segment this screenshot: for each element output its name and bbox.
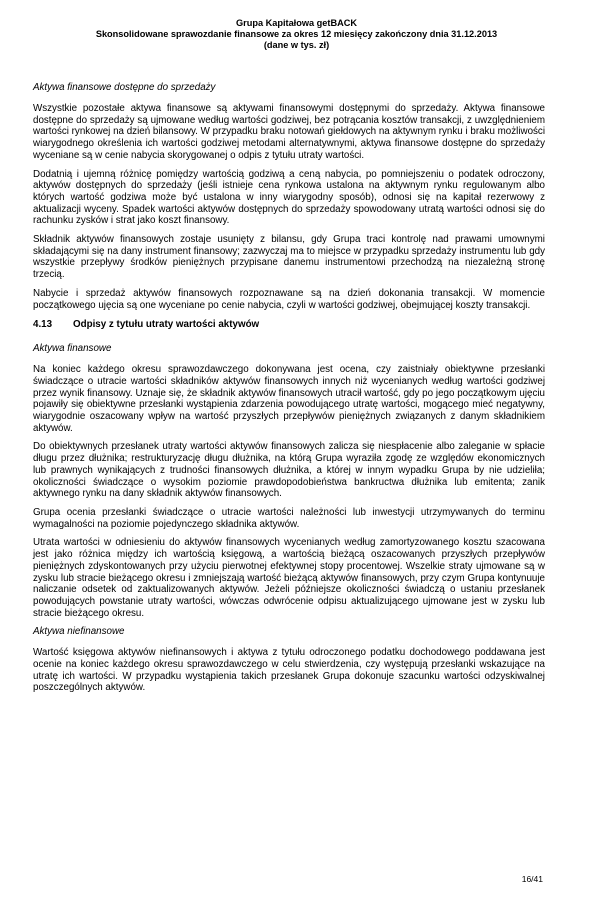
section-number: 4.13 xyxy=(33,319,53,331)
page-header xyxy=(0,18,593,51)
paragraph: Nabycie i sprzedaż aktywów finansowych rozpoznawane są na dzień dokonania transakcji. W momencie początkowego ujęcia są one wyceniane po cenie nabycia, czyli w wartości godziwej, obejmującej koszty transakcji. xyxy=(33,287,545,311)
paragraph: Do obiektywnych przesłanek utraty wartości aktywów finansowych zalicza się niespłacenie albo zaleganie w spłacie długu przez dłużnika; restrukturyzację długu dłużnika, na którą Grupa wyraziła zgodę ze względów ekonomicznych lub prawnych wynikających z trudności finansowych dłużnika, a której w innym wypadku Grupa by nie udzieliła; okoliczności świadczące o wysokim poziomie prawdopodobieństwa bankructwa dłużnika lub emitenta; zanik aktywnego rynku na dany składnik aktywów finansowych. xyxy=(33,441,545,500)
section-heading xyxy=(33,319,545,331)
paragraph: Na koniec każdego okresu sprawozdawczego dokonywana jest ocena, czy zaistniały obiektywne przesłanki świadczące o utracie wartości składników aktywów finansowych innych niż wycenianych według wartości godziwej przez wynik finansowy. Uznaje się, że składnik aktywów finansowych utracił wartość, gdy po jego początkowym ujęciu pojawiły się obiektywne przesłanki wystąpienia zdarzenia powodującego utratę wartości, mogącego mieć negatywny, wiarygodnie oszacowany wpływ na wartość przyszłych przepływów pieniężnych związanych z danym składnikiem aktywów. xyxy=(33,364,545,434)
paragraph: Dodatnią i ujemną różnicę pomiędzy wartością godziwą a ceną nabycia, po pomniejszeniu o podatek odroczony, aktywów dostępnych do sprzedaży (jeśli istnieje cena rynkowa ustalona na aktywnym rynku regulowanym albo których wartość godziwa może być ustalona w inny wiarygodny sposób), odnosi się na kapitał rezerwowy z aktualizacji wyceny. Spadek wartości aktywów dostępnych do sprzedaży spowodowany utratą wartości odnosi się do rachunku zysków i strat jako koszt finansowy. xyxy=(33,168,545,227)
paragraph: Grupa ocenia przesłanki świadczące o utracie wartości należności lub inwestycji utrzymywanych do terminu wymagalności na poziomie pojedynczego składnika aktywów. xyxy=(33,506,545,530)
report-units: (dane w tys. zł) xyxy=(263,40,330,50)
paragraph: Wartość księgowa aktywów niefinansowych i aktywa z tytułu odroczonego podatku dochodowego poddawana jest ocenie na koniec każdego okresu sprawozdawczego w celu stwierdzenia, czy występują przesłanki wskazujące na utratę ich wartości. W przypadku wystąpienia takich przesłanek Grupa dokonuje szacunku wartości odzyskiwalnej poszczególnych aktywów. xyxy=(33,647,545,694)
afs-subheading: Aktywa finansowe dostępne do sprzedaży xyxy=(33,82,216,93)
report-title: Skonsolidowane sprawozdanie finansowe za okres 12 miesięcy zakończony dnia 31.12.2013 xyxy=(95,29,498,39)
company-name: Grupa Kapitałowa getBACK xyxy=(236,18,357,28)
section-title: Odpisy z tytułu utraty wartości aktywów xyxy=(73,319,260,331)
paragraph: Składnik aktywów finansowych zostaje usunięty z bilansu, gdy Grupa traci kontrolę nad prawami umownymi składającymi się na dany instrument finansowy; zazwyczaj ma to miejsce w przypadku sprzedaży instrumentu lub gdy wszystkie przepływy środków pieniężnych przypisane danemu instrumentowi przechodzą na niezależną stronę trzecią. xyxy=(33,234,545,281)
nonfinancial-assets-subheading: Aktywa niefinansowe xyxy=(33,626,125,638)
document-body xyxy=(33,82,545,701)
paragraph: Utrata wartości w odniesieniu do aktywów finansowych wycenianych według zamortyzowanego kosztu szacowana jest jako różnica między ich wartością księgową, a wartością bieżącą oszacowanych przyszłych przepływów pieniężnych zdyskontowanych przy użyciu pierwotnej efektywnej stopy procentowej. Wszelkie straty ujmowane są w zysku lub stracie bieżącego okresu i zmniejszają wartość bieżącą aktywów finansowych, przy czym Grupa kontynuuje naliczanie odsetek od zaktualizowanych aktywów. Jeżeli późniejsze okoliczności świadczą o ustaniu przesłanek powodujących powstanie utraty wartości, wówczas odwrócenie odpisu aktualizującego ujmowane jest w zysku lub stracie bieżącego okresu. xyxy=(33,537,545,619)
page-number: 16/41 xyxy=(521,874,543,884)
financial-assets-subheading: Aktywa finansowe xyxy=(33,343,112,355)
paragraph: Wszystkie pozostałe aktywa finansowe są aktywami finansowymi dostępnymi do sprzedaży. Aktywa finansowe dostępne do sprzedaży są ujmowane według wartości godziwej, bez potrącania kosztów transakcji, z uwzględnieniem wartości rynkowej na dzień bilansowy. W przypadku braku notowań giełdowych na aktywnym rynku i braku możliwości wiarygodnego określenia ich wartości godziwej metodami alternatywnymi, aktywa finansowe dostępne do sprzedaży wyceniane są w cenie nabycia skorygowanej o odpis z tytułu utraty wartości. xyxy=(33,103,545,161)
